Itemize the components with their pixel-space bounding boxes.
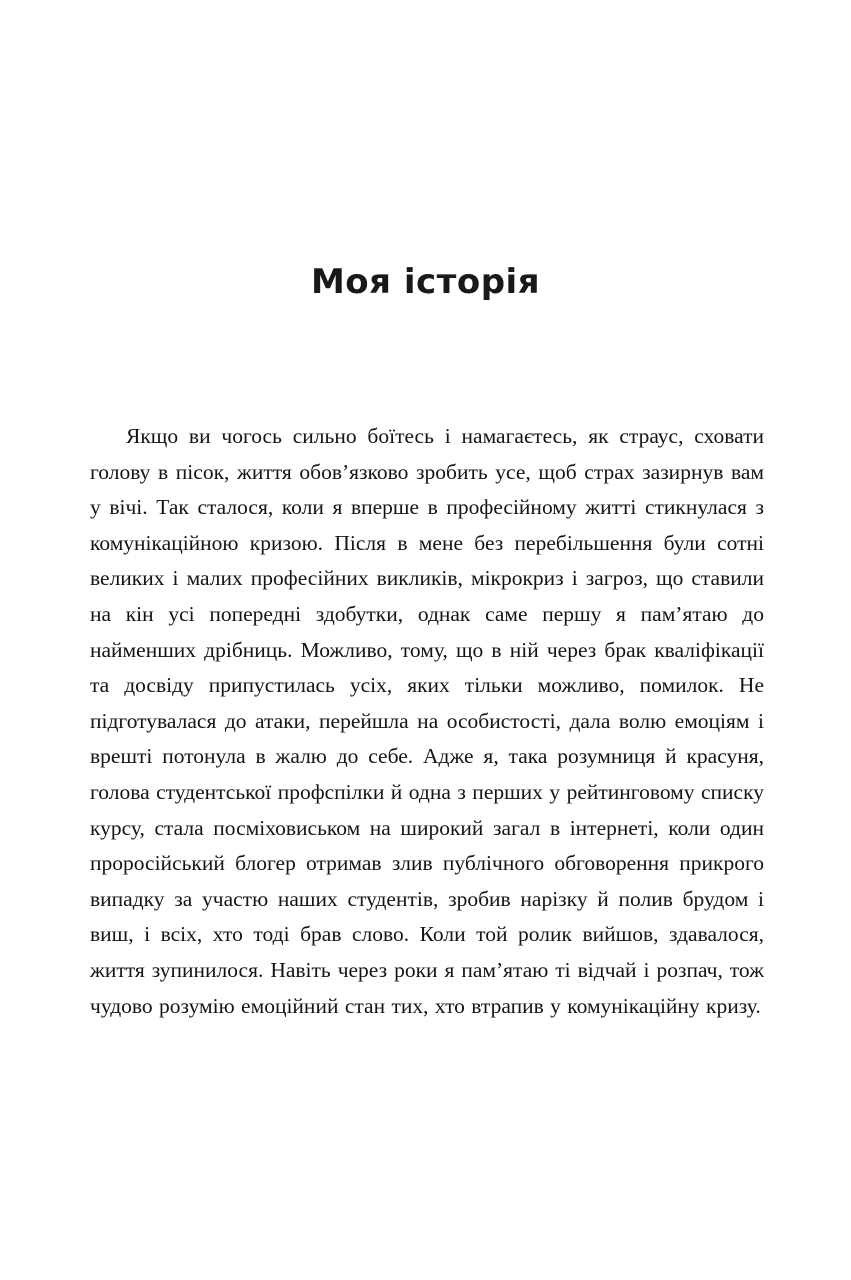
chapter-title: Моя історія [310,262,541,302]
chapter-paragraph: Якщо ви чогось сильно боїтесь і намагаєтесь, як страус, сховати голову в пісок, життя обов’язково зробить усе, щоб страх зазирнув вам у вічі. Так сталося, коли я вперше в професійному житті стикнулася з комунікаційною кризою. Після в мене без перебільшення були сотні великих і малих професійних викликів, мікрокриз і загроз, що ставили на кін усі попередні здобутки, однак саме першу я пам’ятаю до найменших дрібниць. Можливо, тому, що в ній через брак кваліфікації та досвіду припустилась усіх, яких тільки можливо, помилок. Не підготувалася до атаки, перейшла на особистості, дала волю емоціям і врешті потонула в жалю до себе. Адже я, така розумниця й красуня, голова студентської профспілки й одна з перших у рейтинговому списку курсу, стала посміховиськом на широкий загал в інтернеті, коли один проросійський блогер отримав злив публічного обговорення прикрого випадку за участю наших студентів, зробив нарізку й полив брудом і виш, і всіх, хто тоді брав слово. Коли той ролик вийшов, здавалося, життя зупинилося. Навіть через роки я пам’ятаю ті відчай і розпач, тож чудово розумію емоційний стан тих, хто втрапив у комунікаційну кризу. [90,424,764,1018]
